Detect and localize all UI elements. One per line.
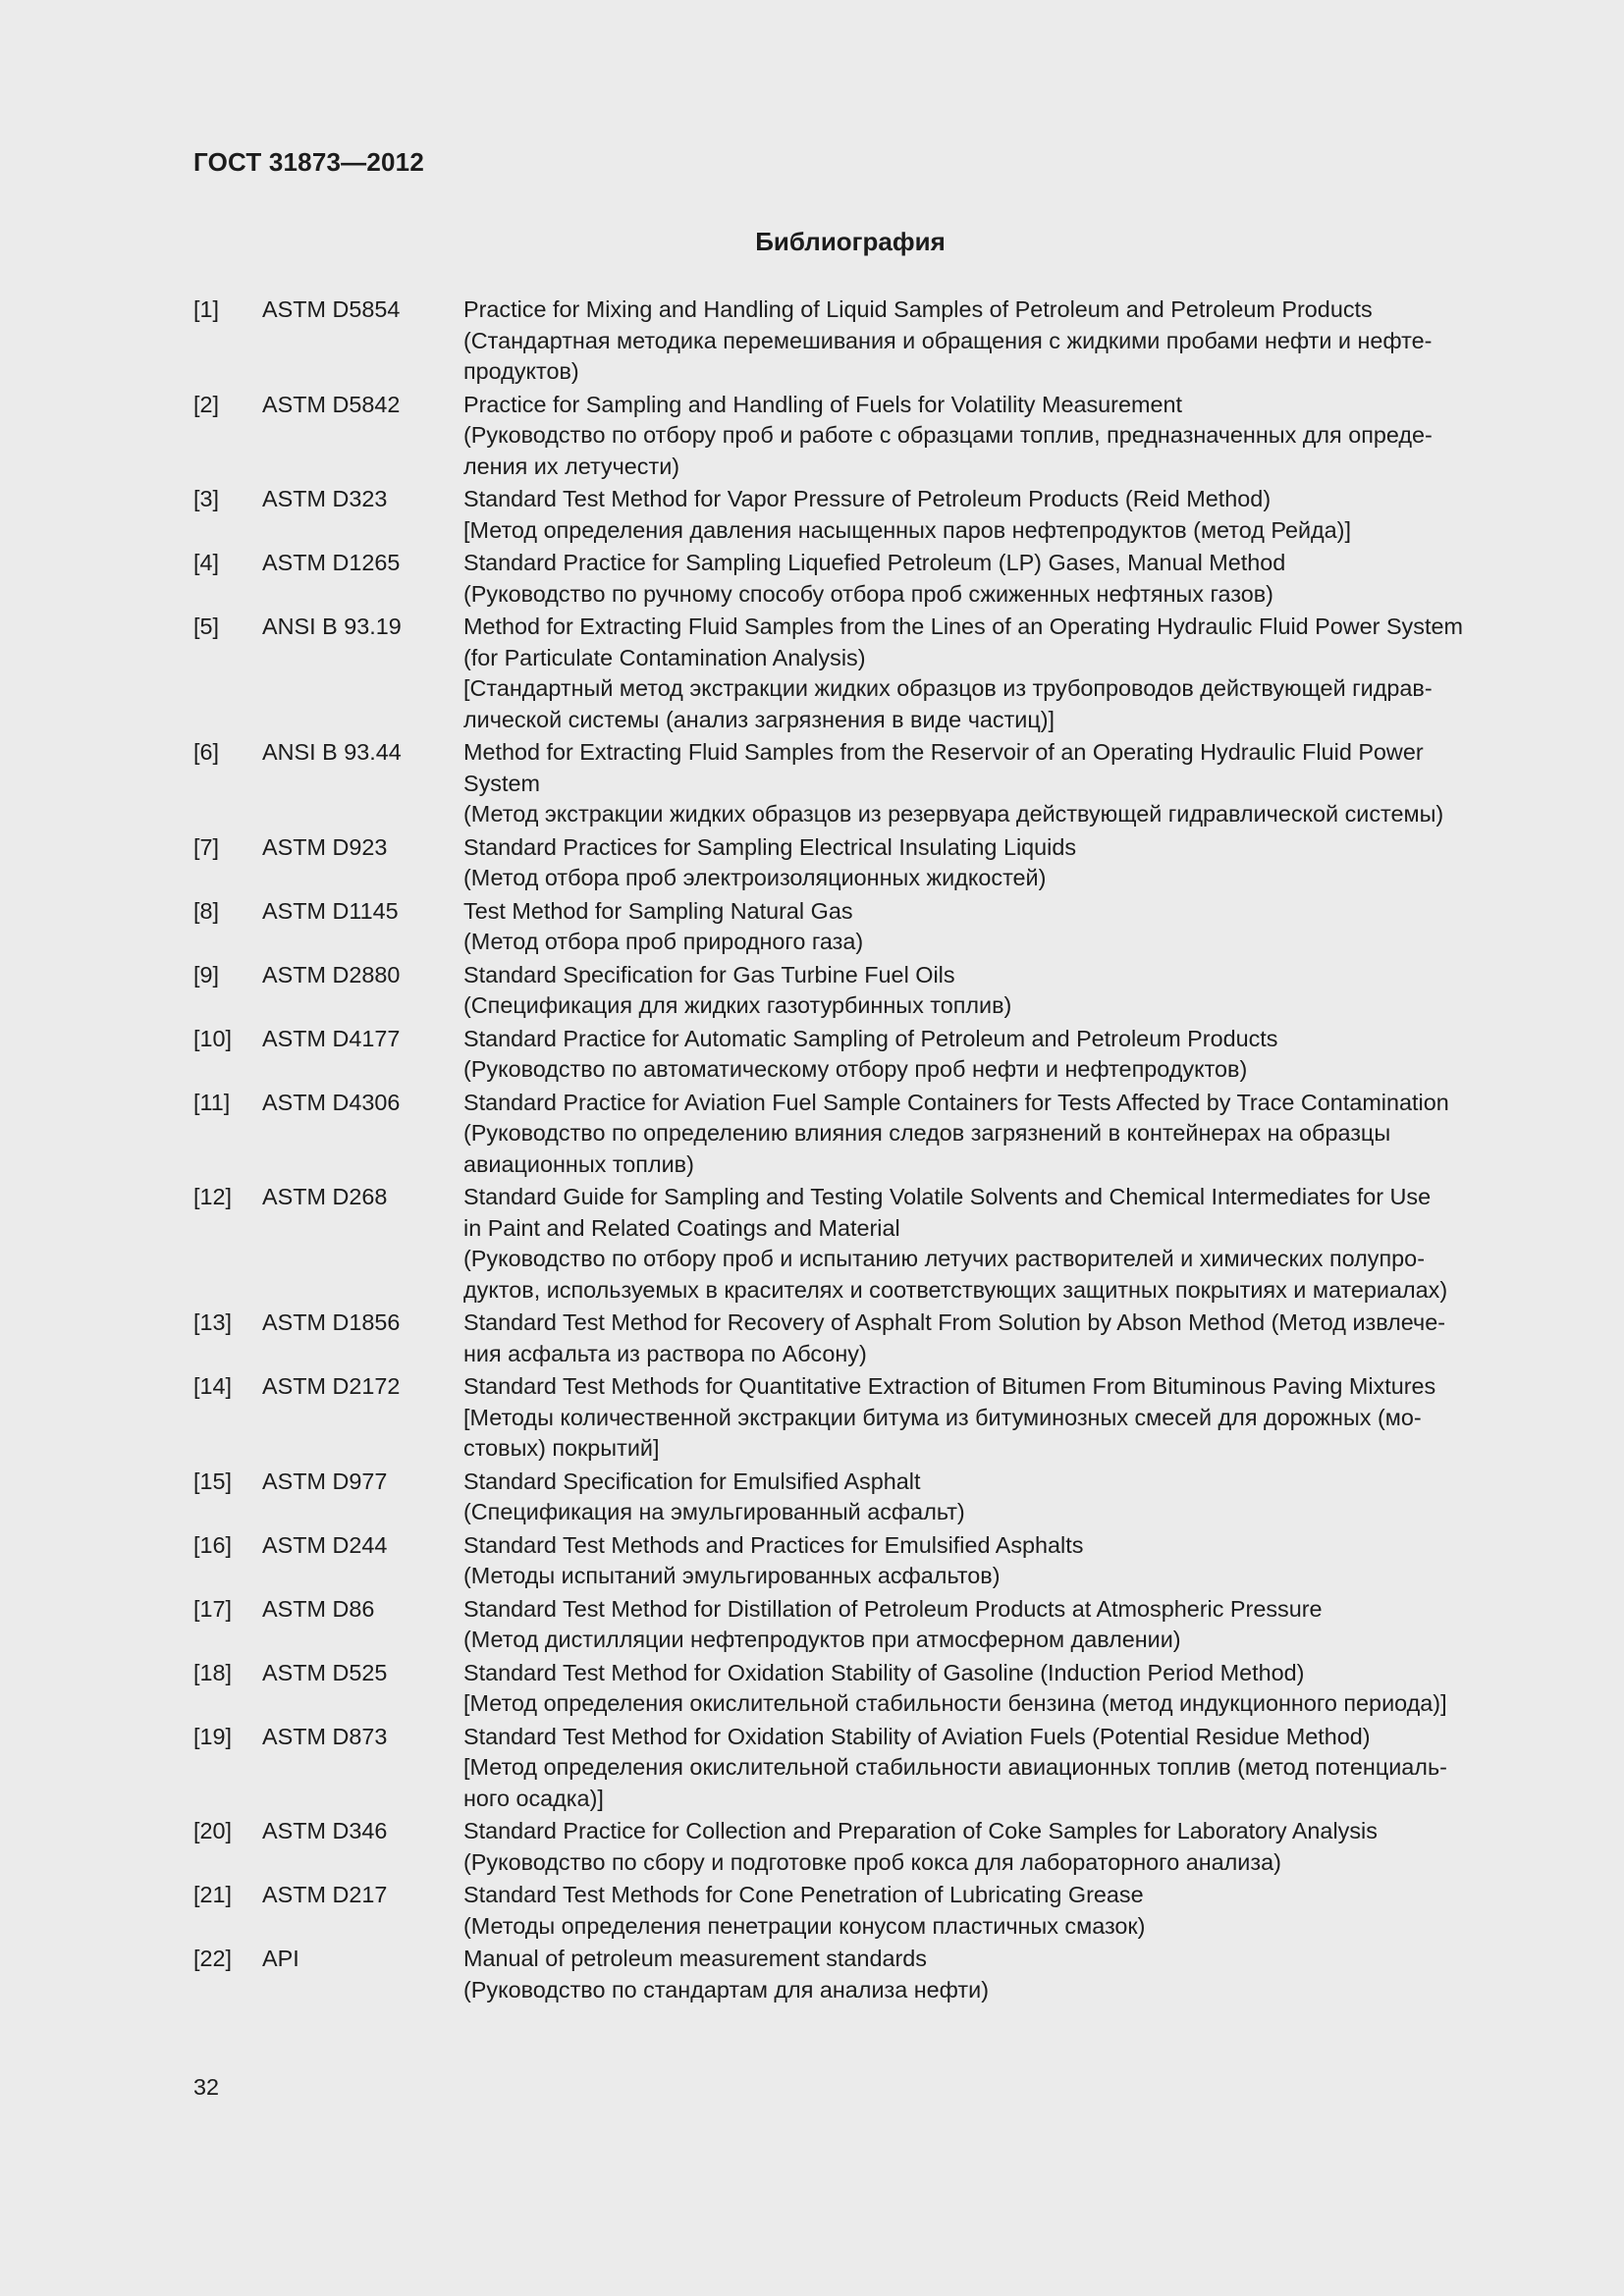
entry-description bbox=[463, 548, 1507, 610]
description-line: Standard Test Method for Recovery of Asphalt From Solution by Abson Method (Метод извлече- bbox=[463, 1309, 1445, 1335]
description-line: Standard Test Methods and Practices for Emulsified Asphalts bbox=[463, 1531, 1084, 1558]
entry-number: [10] bbox=[193, 1025, 233, 1051]
entry-description bbox=[463, 896, 1507, 958]
description-line: ния асфальта из раствора по Абсону) bbox=[463, 1340, 867, 1366]
entry-description bbox=[463, 484, 1507, 546]
description-line: System bbox=[463, 770, 540, 796]
standard-code: ASTM D86 bbox=[262, 1595, 375, 1622]
bibliography-entry bbox=[193, 1467, 1507, 1528]
entry-number: [16] bbox=[193, 1531, 233, 1558]
standard-code: ASTM D4306 bbox=[262, 1089, 401, 1115]
entry-number: [9] bbox=[193, 961, 220, 988]
description-line: (Руководство по ручному способу отбора проб сжиженных нефтяных газов) bbox=[463, 580, 1273, 607]
entry-number: [18] bbox=[193, 1659, 233, 1685]
entry-number: [22] bbox=[193, 1946, 233, 1971]
bibliography-entry bbox=[193, 390, 1507, 483]
bibliography-entry bbox=[193, 737, 1507, 830]
entry-number: [2] bbox=[193, 391, 220, 417]
description-line: (Стандартная методика перемешивания и обращения с жидкими пробами нефти и нефте- bbox=[463, 327, 1433, 353]
entry-description bbox=[463, 1944, 1507, 2005]
entry-description bbox=[463, 832, 1507, 894]
bibliography-entry bbox=[193, 548, 1507, 610]
description-line: дуктов, используемых в красителях и соответствующих защитных покрытиях и материалах) bbox=[463, 1276, 1448, 1303]
bibliography-entry bbox=[193, 1371, 1507, 1465]
entry-description bbox=[463, 1880, 1507, 1942]
description-line: Standard Guide for Sampling and Testing Volatile Solvents and Chemical Intermediates for Use bbox=[463, 1184, 1432, 1209]
bibliography-entry bbox=[193, 1658, 1507, 1720]
description-line: Standard Test Methods for Quantitative Extraction of Bitumen From Bituminous Paving Mixtures bbox=[463, 1373, 1436, 1399]
bibliography-entry bbox=[193, 1088, 1507, 1181]
description-line: in Paint and Related Coatings and Material bbox=[463, 1214, 900, 1241]
description-line: авиационных топлив) bbox=[463, 1150, 694, 1177]
description-line: Standard Practice for Aviation Fuel Sample Containers for Tests Affected by Trace Contamination bbox=[463, 1089, 1449, 1115]
standard-code: ASTM D5842 bbox=[262, 391, 401, 417]
description-line: [Метод определения окислительной стабильности авиационных топлив (метод потенциаль- bbox=[463, 1754, 1447, 1780]
entry-description bbox=[463, 960, 1507, 1022]
entry-number: [14] bbox=[193, 1373, 233, 1399]
entry-description bbox=[463, 390, 1507, 483]
entry-description bbox=[463, 1816, 1507, 1878]
standard-code: API bbox=[262, 1946, 299, 1971]
standard-code: ASTM D217 bbox=[262, 1882, 388, 1907]
entry-description bbox=[463, 1371, 1507, 1465]
description-line: (Метод отбора проб электроизоляционных жидкостей) bbox=[463, 865, 1047, 890]
description-line: [Стандартный метод экстракции жидких образцов из трубопроводов действующей гидрав- bbox=[463, 675, 1433, 701]
entry-description bbox=[463, 1308, 1507, 1369]
description-line: Standard Specification for Emulsified Asphalt bbox=[463, 1468, 921, 1494]
standard-code: ASTM D873 bbox=[262, 1723, 388, 1749]
entry-number: [12] bbox=[193, 1184, 233, 1209]
entry-description bbox=[463, 1722, 1507, 1815]
bibliography-entry bbox=[193, 1594, 1507, 1656]
entry-number: [6] bbox=[193, 739, 220, 765]
entry-description bbox=[463, 1658, 1507, 1720]
standard-code: ASTM D346 bbox=[262, 1818, 388, 1843]
entry-description bbox=[463, 1467, 1507, 1528]
description-line: ного осадка)] bbox=[463, 1785, 604, 1811]
description-line: Standard Practice for Collection and Preparation of Coke Samples for Laboratory Analysis bbox=[463, 1818, 1378, 1843]
entry-description bbox=[463, 1024, 1507, 1086]
standard-code: ASTM D525 bbox=[262, 1659, 388, 1685]
entry-number: [20] bbox=[193, 1818, 233, 1843]
entry-number: [8] bbox=[193, 897, 220, 924]
description-line: (Руководство по определению влияния следов загрязнений в контейнерах на образцы bbox=[463, 1120, 1391, 1146]
description-line: Test Method for Sampling Natural Gas bbox=[463, 897, 853, 924]
description-line: [Метод определения окислительной стабильности бензина (метод индукционного периода)] bbox=[463, 1690, 1447, 1716]
bibliography-entry bbox=[193, 1024, 1507, 1086]
bibliography-entry bbox=[193, 832, 1507, 894]
bibliography-entry bbox=[193, 896, 1507, 958]
description-line: Standard Test Method for Oxidation Stability of Gasoline (Induction Period Method) bbox=[463, 1659, 1305, 1685]
description-line: Practice for Sampling and Handling of Fuels for Volatility Measurement bbox=[463, 391, 1182, 417]
entry-number: [15] bbox=[193, 1468, 233, 1494]
entry-number: [3] bbox=[193, 486, 220, 511]
standard-code: ASTM D268 bbox=[262, 1184, 388, 1209]
bibliography-entry bbox=[193, 1308, 1507, 1369]
description-line: (Руководство по отбору проб и работе с образцами топлив, предназначенных для опреде- bbox=[463, 422, 1433, 448]
bibliography-entry bbox=[193, 1880, 1507, 1942]
entry-number: [13] bbox=[193, 1309, 233, 1335]
entry-description bbox=[463, 1182, 1507, 1306]
entry-number: [19] bbox=[193, 1723, 233, 1749]
document-code: ГОСТ 31873—2012 bbox=[193, 147, 424, 177]
standard-code: ASTM D977 bbox=[262, 1468, 388, 1494]
description-line: Manual of petroleum measurement standards bbox=[463, 1946, 927, 1971]
description-line: (for Particulate Contamination Analysis) bbox=[463, 644, 866, 670]
entry-number: [7] bbox=[193, 833, 220, 860]
bibliography-entry bbox=[193, 1182, 1507, 1306]
entry-description bbox=[463, 294, 1507, 388]
description-line: лической системы (анализ загрязнения в виде частиц)] bbox=[463, 706, 1056, 732]
entry-number: [5] bbox=[193, 614, 220, 639]
description-line: Standard Practices for Sampling Electrical Insulating Liquids bbox=[463, 833, 1077, 860]
bibliography-entry bbox=[193, 1530, 1507, 1592]
entry-description bbox=[463, 1088, 1507, 1181]
standard-code: ASTM D2172 bbox=[262, 1373, 401, 1399]
description-line: Standard Test Method for Vapor Pressure of Petroleum Products (Reid Method) bbox=[463, 486, 1272, 511]
entry-description bbox=[463, 737, 1507, 830]
description-line: (Руководство по отбору проб и испытанию летучих растворителей и химических полупро- bbox=[463, 1246, 1425, 1271]
description-line: продуктов) bbox=[463, 358, 579, 384]
description-line: (Спецификация для жидких газотурбинных топлив) bbox=[463, 992, 1012, 1018]
entry-description bbox=[463, 1594, 1507, 1656]
standard-code: ASTM D323 bbox=[262, 486, 388, 511]
bibliography-entry bbox=[193, 1816, 1507, 1878]
description-line: (Метод дистилляции нефтепродуктов при атмосферном давлении) bbox=[463, 1627, 1181, 1652]
standard-code: ANSI B 93.19 bbox=[262, 614, 402, 639]
entry-number: [21] bbox=[193, 1882, 233, 1907]
description-line: (Метод отбора проб природного газа) bbox=[463, 929, 864, 954]
standard-code: ASTM D923 bbox=[262, 833, 388, 860]
description-line: (Спецификация на эмульгированный асфальт) bbox=[463, 1499, 965, 1524]
standard-code: ASTM D1145 bbox=[262, 897, 399, 924]
bibliography-entry bbox=[193, 1944, 1507, 2005]
standard-code: ASTM D4177 bbox=[262, 1025, 401, 1051]
page-number: 32 bbox=[193, 2074, 220, 2100]
standard-code: ASTM D5854 bbox=[262, 296, 401, 322]
bibliography-list bbox=[193, 294, 1507, 2007]
description-line: [Метод определения давления насыщенных паров нефтепродуктов (метод Рейда)] bbox=[463, 516, 1351, 543]
bibliography-entry bbox=[193, 1722, 1507, 1815]
description-line: Standard Practice for Automatic Sampling of Petroleum and Petroleum Products bbox=[463, 1025, 1278, 1051]
description-line: Standard Specification for Gas Turbine Fuel Oils bbox=[463, 961, 955, 988]
entry-number: [11] bbox=[193, 1089, 231, 1115]
description-line: [Методы количественной экстракции битума из битуминозных смесей для дорожных (мо- bbox=[463, 1404, 1422, 1430]
standard-code: ASTM D1265 bbox=[262, 550, 401, 575]
bibliography-entry bbox=[193, 294, 1507, 388]
entry-number: [1] bbox=[193, 296, 220, 322]
bibliography-entry bbox=[193, 612, 1507, 735]
bibliography-entry bbox=[193, 960, 1507, 1022]
description-line: Method for Extracting Fluid Samples from the Lines of an Operating Hydraulic Fluid Power System bbox=[463, 614, 1463, 639]
description-line: (Методы испытаний эмульгированных асфальтов) bbox=[463, 1563, 1001, 1588]
bibliography-entry bbox=[193, 484, 1507, 546]
standard-code: ASTM D244 bbox=[262, 1531, 388, 1558]
description-line: Standard Test Methods for Cone Penetration of Lubricating Grease bbox=[463, 1882, 1144, 1907]
description-line: (Руководство по сбору и подготовке проб кокса для лабораторного анализа) bbox=[463, 1848, 1281, 1875]
description-line: (Руководство по стандартам для анализа нефти) bbox=[463, 1976, 989, 2002]
description-line: (Метод экстракции жидких образцов из резервуара действующей гидравлической системы) bbox=[463, 801, 1444, 827]
description-line: Standard Test Method for Oxidation Stability of Aviation Fuels (Potential Residue Method) bbox=[463, 1723, 1371, 1749]
section-title: Библиография bbox=[755, 227, 946, 256]
entry-description bbox=[463, 612, 1507, 735]
description-line: Standard Practice for Sampling Liquefied Petroleum (LP) Gases, Manual Method bbox=[463, 550, 1286, 575]
description-line: Standard Test Method for Distillation of Petroleum Products at Atmospheric Pressure bbox=[463, 1595, 1323, 1622]
description-line: Practice for Mixing and Handling of Liquid Samples of Petroleum and Petroleum Products bbox=[463, 296, 1373, 322]
standard-code: ANSI B 93.44 bbox=[262, 739, 402, 765]
entry-description bbox=[463, 1530, 1507, 1592]
standard-code: ASTM D1856 bbox=[262, 1309, 401, 1335]
description-line: Method for Extracting Fluid Samples from the Reservoir of an Operating Hydraulic Fluid Power bbox=[463, 739, 1424, 765]
description-line: ления их летучести) bbox=[463, 453, 680, 479]
standard-code: ASTM D2880 bbox=[262, 961, 401, 988]
entry-number: [17] bbox=[193, 1595, 233, 1622]
description-line: стовых) покрытий] bbox=[463, 1435, 660, 1461]
entry-number: [4] bbox=[193, 550, 220, 575]
description-line: (Методы определения пенетрации конусом пластичных смазок) bbox=[463, 1912, 1146, 1939]
description-line: (Руководство по автоматическому отбору проб нефти и нефтепродуктов) bbox=[463, 1056, 1248, 1082]
